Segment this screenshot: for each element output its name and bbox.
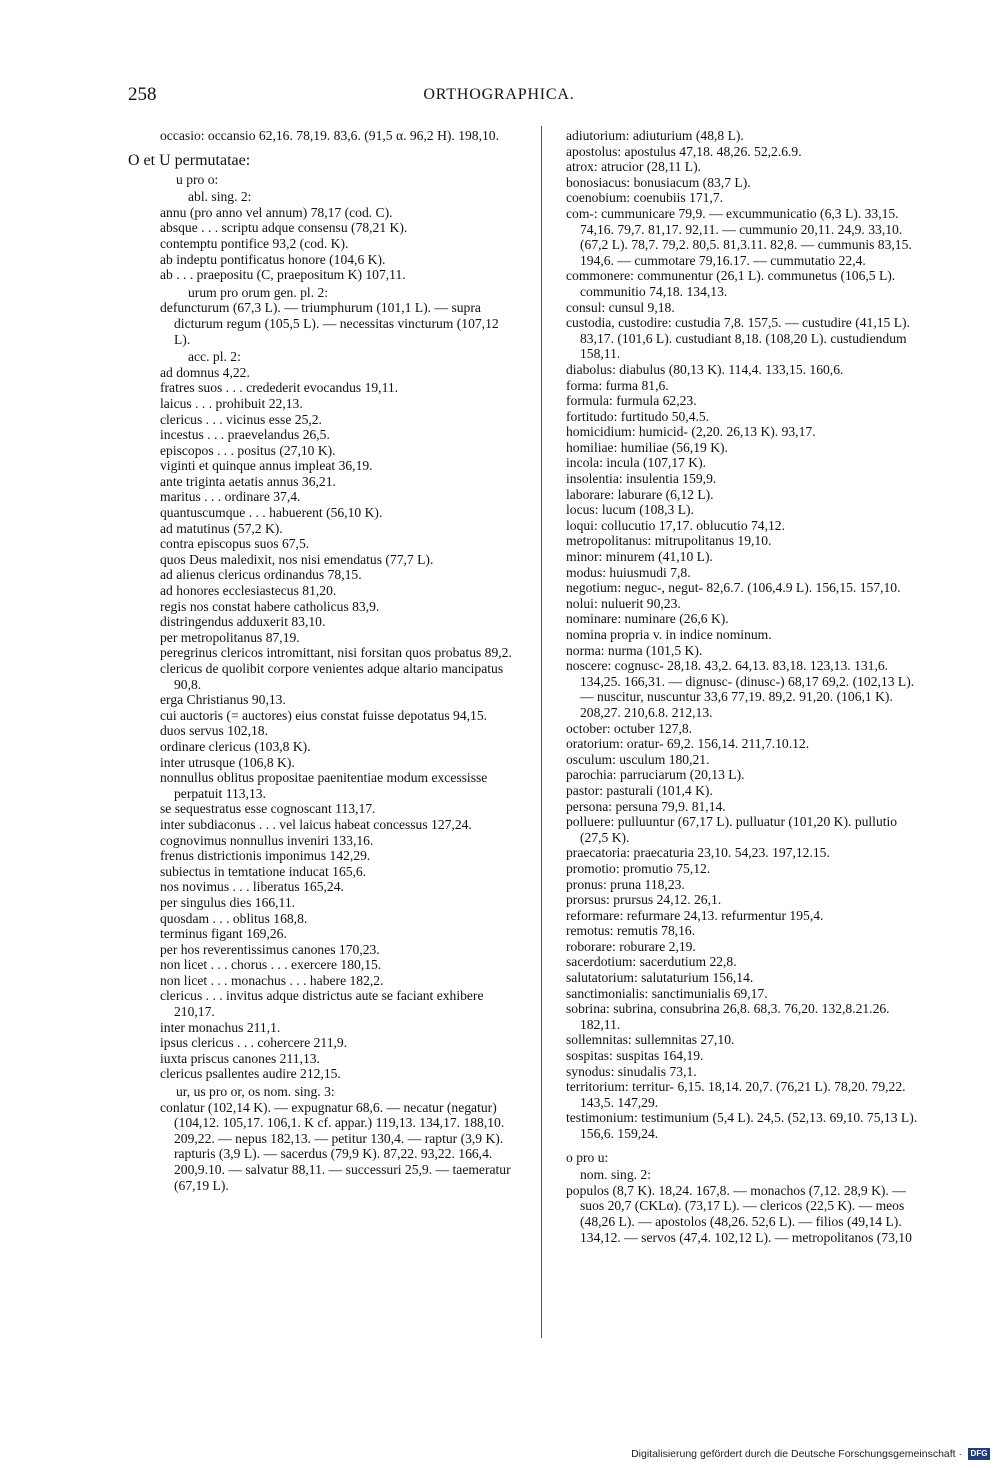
index-entry: annu (pro anno vel annum) 78,17 (cod. C). (160, 204, 393, 220)
index-entry: ad alienus clericus ordinandus 78,15. (160, 567, 362, 583)
index-entry: fortitudo: furtitudo 50,4.5. (566, 408, 710, 424)
index-entry: maritus . . . ordinare 37,4. (160, 489, 301, 505)
index-entry: nos novimus . . . liberatus 165,24. (160, 879, 344, 895)
index-entry: custodia, custodire: custudia 7,8. 157,5. — custudire (41,15 L). 83,17. (101,6 L). custudiant 8,18. (108,20 L). custudiendum 158,11. (566, 315, 910, 362)
index-entry: persona: persuna 79,9. 81,14. (566, 798, 726, 814)
index-entry: incestus . . . praevelandus 26,5. (160, 427, 330, 443)
index-entry: non licet . . . chorus . . . exercere 180,15. (160, 957, 382, 973)
section-heading: urum pro orum gen. pl. 2: (188, 284, 329, 300)
index-entry: peregrinus clericos intromittant, nisi forsitan quos probatus 89,2. (160, 645, 512, 661)
index-entry: absque . . . scriptu adque consensu (78,21 K). (160, 220, 408, 236)
index-entry: defuncturum (67,3 L). — triumphurum (101,1 L). — supra dicturum regum (105,5 L). — necessitas vincturum (107,12 L). (160, 300, 499, 347)
index-entry: clericus . . . invitus adque districtus aute se faciant exhibere 210,17. (160, 988, 484, 1020)
index-entry: atrox: atrucior (28,11 L). (566, 159, 702, 175)
index-entry: october: octuber 127,8. (566, 720, 693, 736)
index-entry: com-: cummunicare 79,9. — excummunicatio (6,3 L). 33,15. 74,16. 79,7. 81,17. 92,11. — cummunio 20,11. 24,9. 33,10. (67,2 L). 78,7. 79,2. 80,5. 81,3.11. 82,8. — cummunis 83,15. 194,6. — cummotare 79,16.17. — cummutatio 22,4. (566, 205, 912, 268)
index-entry: minor: minurem (41,10 L). (566, 549, 713, 565)
index-entry: ante triginta aetatis annus 36,21. (160, 473, 336, 489)
index-entry: episcopos . . . positus (27,10 K). (160, 442, 336, 458)
index-entry: clericus psallentes audire 212,15. (160, 1066, 341, 1082)
section-heading: nom. sing. 2: (580, 1167, 651, 1183)
index-entry: nomina propria v. in indice nominum. (566, 627, 772, 642)
index-entry: ab . . . praepositu (C, praepositum K) 107,11. (160, 267, 406, 283)
index-entry: per hos reverentissimus canones 170,23. (160, 941, 380, 957)
index-entry: roborare: roburare 2,19. (566, 938, 696, 954)
index-entry: inter subdiaconus . . . vel laicus habeat concessus 127,24. (160, 816, 472, 832)
index-entry: cui auctoris (= auctores) eius constat fuisse depotatus 94,15. (160, 707, 488, 723)
index-entry: duos servus 102,18. (160, 723, 268, 739)
index-entry: frenus districtionis imponimus 142,29. (160, 848, 371, 864)
index-entry: laicus . . . prohibuit 22,13. (160, 395, 303, 411)
index-entry: promotio: promutio 75,12. (566, 860, 711, 876)
index-entry: inter monachus 211,1. (160, 1019, 281, 1035)
index-entry: osculum: usculum 180,21. (566, 751, 710, 767)
index-entry: occasio: occansio 62,16. 78,19. 83,6. (91,5 α. 96,2 H). 198,10. (160, 128, 499, 143)
index-entry: salutatorium: salutaturium 156,14. (566, 970, 754, 986)
index-entry: coenobium: coenubiis 171,7. (566, 190, 724, 206)
index-entry: ordinare clericus (103,8 K). (160, 738, 311, 754)
index-entry: territorium: territur- 6,15. 18,14. 20,7. (76,21 L). 78,20. 79,22. 143,5. 147,29. (566, 1079, 906, 1110)
digitization-credit: Digitalisierung gefördert durch die Deutsche Forschungsgemeinschaft · (631, 1448, 962, 1460)
index-entry: oratorium: oratur- 69,2. 156,14. 211,7.10.12. (566, 736, 810, 752)
right-column (566, 128, 918, 1245)
left-column (128, 128, 518, 1193)
index-entry: quantuscumque . . . habuerent (56,10 K). (160, 505, 383, 521)
dfg-logo: DFG (968, 1448, 990, 1460)
index-entry: ad honores ecclesiastecus 81,20. (160, 583, 337, 599)
index-entry: laborare: laburare (6,12 L). (566, 486, 714, 502)
section-heading: abl. sing. 2: (188, 189, 252, 205)
index-entry: homicidium: humicid- (2,20. 26,13 K). 93,17. (566, 424, 816, 440)
index-entry: quos Deus maledixit, nos nisi emendatus (77,7 L). (160, 551, 434, 567)
section-heading: acc. pl. 2: (188, 349, 241, 365)
index-entry: metropolitanus: mitrupolitanus 19,10. (566, 533, 772, 549)
index-entry: sanctimonialis: sanctimunialis 69,17. (566, 985, 768, 1001)
index-entry: inter utrusque (106,8 K). (160, 754, 295, 770)
index-entry: viginti et quinque annus impleat 36,19. (160, 458, 373, 474)
index-entry: diabolus: diabulus (80,13 K). 114,4. 133,15. 160,6. (566, 361, 844, 377)
index-entry: ab indeptu pontificatus honore (104,6 K). (160, 251, 386, 267)
index-entry: per singulus dies 166,11. (160, 894, 296, 910)
index-entry: parochia: parruciarum (20,13 L). (566, 767, 745, 783)
index-entry: fratres suos . . . credederit evocandus 19,11. (160, 380, 399, 396)
index-entry: synodus: sinudalis 73,1. (566, 1063, 697, 1079)
section-heading: u pro o: (176, 171, 219, 187)
section-heading: ur, us pro or, os nom. sing. 3: (176, 1084, 335, 1100)
index-entry: adiutorium: adiuturium (48,8 L). (566, 128, 744, 143)
index-entry: apostolus: apostulus 47,18. 48,26. 52,2.6.9. (566, 143, 802, 159)
index-entry: locus: lucum (108,3 L). (566, 502, 694, 518)
index-entry: testimonium: testimunium (5,4 L). 24,5. (52,13. 69,10. 75,13 L). 156,6. 159,24. (566, 1110, 918, 1141)
index-entry: distringendus adduxerit 83,10. (160, 614, 326, 630)
page-number: 258 (128, 84, 157, 105)
index-entry: ad domnus 4,22. (160, 364, 250, 380)
index-entry: bonosiacus: bonusiacum (83,7 L). (566, 174, 751, 190)
index-entry: iuxta priscus canones 211,13. (160, 1050, 320, 1066)
index-entry: per metropolitanus 87,19. (160, 629, 300, 645)
index-entry: conlatur (102,14 K). — expugnatur 68,6. — necatur (negatur) (104,12. 105,17. 106,1. K cf. appar.) 119,13. 134,17. 188,10. 209,22. — nepus 182,13. — petitur 130,4. — raptur (3,9 K). rapturis (3,9 L). — sacerdus (79,9 K). 87,22. 93,22. 166,4. 200,9.10. — salvatur 88,11. — successuri 25,9. — taemeratur (67,19 L). (160, 1099, 511, 1193)
index-entry: quosdam . . . oblitus 168,8. (160, 910, 308, 926)
index-entry: regis nos constat habere catholicus 83,9. (160, 598, 380, 614)
column-divider (541, 126, 542, 1338)
index-entry: consul: cunsul 9,18. (566, 299, 675, 315)
index-entry: se sequestratus esse cognoscant 113,17. (160, 801, 376, 817)
section-heading: o pro u: (566, 1149, 609, 1165)
index-entry: pronus: pruna 118,23. (566, 876, 685, 892)
index-entry: commonere: communentur (26,1 L). communetus (106,5 L). communitio 74,18. 134,13. (566, 268, 896, 299)
index-entry: norma: nurma (101,5 K). (566, 642, 703, 658)
index-entry: polluere: pulluuntur (67,17 L). pulluatur (101,20 K). pullutio (27,5 K). (566, 814, 898, 845)
index-entry: noscere: cognusc- 28,18. 43,2. 64,13. 83,18. 123,13. 131,6. 134,25. 166,31. — dignusc- (dinusc-) 68,17 69,2. (102,13 L). — nuscitur, nuscuntur 33,6 77,19. 89,2. 91,20. (106,1 K). 208,27. 210,6.8. 212,13. (566, 658, 915, 720)
index-entry: clericus de quolibit corpore venientes adque altario mancipatus 90,8. (160, 661, 504, 692)
index-entry: non licet . . . monachus . . . habere 182,2. (160, 972, 384, 988)
index-entry: incola: incula (107,17 K). (566, 455, 707, 471)
index-entry: ipsus clericus . . . cohercere 211,9. (160, 1035, 348, 1051)
index-entry: pastor: pasturali (101,4 K). (566, 782, 713, 798)
index-entry: formula: furmula 62,23. (566, 393, 697, 409)
index-entry: forma: furma 81,6. (566, 377, 669, 393)
index-entry: contra episcopus suos 67,5. (160, 536, 310, 552)
index-entry: sospitas: suspitas 164,19. (566, 1048, 704, 1064)
section-heading: O et U permutatae: (128, 151, 251, 169)
index-entry: contemptu pontifice 93,2 (cod. K). (160, 235, 349, 251)
index-entry: nolui: nuluerit 90,23. (566, 595, 681, 611)
index-entry: nominare: numinare (26,6 K). (566, 611, 729, 627)
index-entry: negotium: neguc-, negut- 82,6.7. (106,4.9 L). 156,15. 157,10. (566, 580, 901, 596)
index-entry: sobrina: subrina, consubrina 26,8. 68,3. 76,20. 132,8.21.26. 182,11. (566, 1001, 890, 1032)
index-entry: modus: huiusmudi 7,8. (566, 564, 691, 580)
index-entry: homiliae: humiliae (56,19 K). (566, 439, 728, 455)
index-entry: populos (8,7 K). 18,24. 167,8. — monachos (7,12. 28,9 K). — suos 20,7 (CKLα). (73,17 L). — clericos (22,5 K). — meos (48,26 L). — apostolos (48,26. 52,6 L). — filios (49,14 L). 134,12. — servos (47,4. 102,12 L). — metropolitanos (73,10 (566, 1182, 912, 1245)
index-entry: sollemnitas: sullemnitas 27,10. (566, 1032, 735, 1048)
page-header (128, 84, 870, 108)
index-entry: ad matutinus (57,2 K). (160, 520, 283, 536)
index-entry: cognovimus nonnullus inveniri 133,16. (160, 832, 374, 848)
index-entry: prorsus: prursus 24,12. 26,1. (566, 892, 722, 908)
index-entry: nonnullus oblitus propositae paenitentiae modum excessisse perpatuit 113,13. (160, 770, 488, 801)
index-entry: insolentia: insulentia 159,9. (566, 471, 717, 487)
index-entry: remotus: remutis 78,16. (566, 923, 696, 939)
index-entry: clericus . . . vicinus esse 25,2. (160, 411, 322, 427)
index-entry: reformare: refurmare 24,13. refurmentur 195,4. (566, 907, 824, 923)
index-entry: subiectus in temtatione inducat 165,6. (160, 863, 367, 879)
index-entry: sacerdotium: sacerdutium 22,8. (566, 954, 737, 970)
running-title: ORTHOGRAPHICA. (423, 86, 575, 103)
index-entry: loqui: collucutio 17,17. oblucutio 74,12. (566, 517, 785, 533)
index-entry: erga Christianus 90,13. (160, 692, 286, 708)
index-entry: terminus figant 169,26. (160, 926, 287, 942)
index-entry: praecatoria: praecaturia 23,10. 54,23. 197,12.15. (566, 845, 830, 861)
